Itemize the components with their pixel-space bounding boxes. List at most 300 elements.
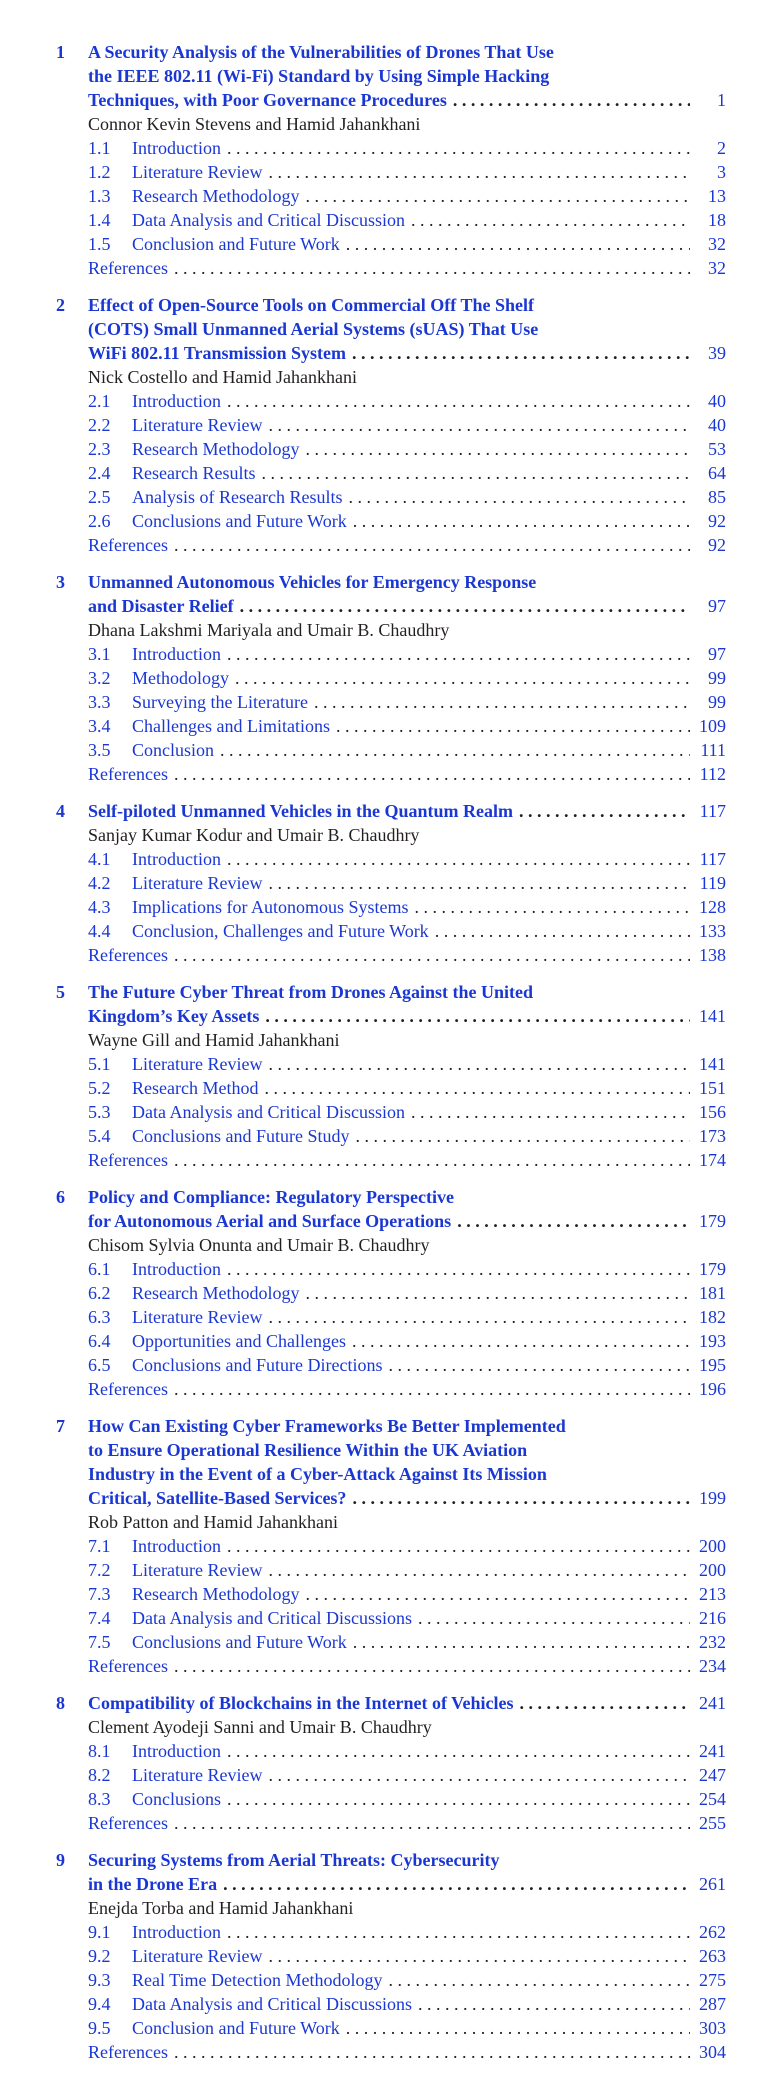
section-entry[interactable] [88,1944,726,1968]
dot-leader [415,895,691,919]
dot-leader [348,485,690,509]
chapter-title-link[interactable]: Securing Systems from Aerial Threats: Cybersecurity [88,1850,500,1870]
section-number: 6.5 [88,1355,111,1375]
section-title: Opportunities and Challenges [132,1331,346,1351]
section-page-number[interactable]: 216 [699,1608,726,1628]
section-title: Introduction [132,391,221,411]
section-number: 3.5 [88,740,111,760]
chapter-title-text: Critical, Satellite-Based Services? [88,1488,347,1508]
dot-leader [227,1257,690,1281]
section-number: 1.3 [88,186,111,206]
dot-leader [353,509,690,533]
dot-leader [174,1811,690,1835]
section-number: 5.3 [88,1102,111,1122]
chapter-number: 5 [56,982,65,1002]
section-title: Data Analysis and Critical Discussions [132,1994,412,2014]
section-title: Literature Review [132,1560,263,1580]
dot-leader [174,1377,690,1401]
section-entry[interactable] [88,642,726,666]
section-title: References [88,258,168,278]
section-page-number[interactable]: 32 [708,258,726,278]
dot-leader [268,1944,690,1968]
section-title: Research Methodology [132,1283,300,1303]
dot-leader [388,1968,690,1992]
chapter-authors: Connor Kevin Stevens and Hamid Jahankhani [88,114,421,134]
section-entry[interactable] [88,1582,726,1606]
chapter-title-link[interactable]: to Ensure Operational Resilience Within the UK Aviation [88,1440,528,1460]
section-page-number[interactable]: 196 [699,1379,726,1399]
section-page-number[interactable]: 303 [699,2018,726,2038]
chapter-number: 6 [56,1187,65,1207]
section-title: Introduction [132,849,221,869]
references-entry[interactable] [88,533,726,557]
section-page-number[interactable]: 232 [699,1632,726,1652]
section-page-number[interactable]: 234 [699,1656,726,1676]
dot-leader [346,2016,690,2040]
section-title: Literature Review [132,1054,263,1074]
dot-leader [268,160,690,184]
dot-leader [352,1329,690,1353]
section-page-number[interactable]: 255 [699,1813,726,1833]
section-entry[interactable] [88,1076,726,1100]
dot-leader [353,1630,690,1654]
section-number: 4.2 [88,873,111,893]
chapter-title-link[interactable] [88,341,726,365]
dot-leader [227,1739,690,1763]
chapter-number: 1 [56,42,65,62]
dot-leader [453,88,690,112]
section-number: 4.4 [88,921,111,941]
section-title: References [88,1150,168,1170]
section-entry[interactable] [88,208,726,232]
section-entry[interactable] [88,184,726,208]
section-number: 2.4 [88,463,111,483]
references-entry[interactable] [88,1654,726,1678]
dot-leader [227,1534,690,1558]
section-entry[interactable] [88,232,726,256]
section-number: 7.1 [88,1536,111,1556]
chapter-title-link[interactable] [88,1691,726,1715]
section-page-number[interactable]: 174 [699,1150,726,1170]
section-page-number[interactable]: 151 [699,1078,726,1098]
section-number: 2.5 [88,487,111,507]
section-entry[interactable] [88,895,726,919]
section-page-number[interactable]: 200 [699,1536,726,1556]
section-title: Introduction [132,1259,221,1279]
dot-leader [268,1305,690,1329]
section-title: Research Method [132,1078,259,1098]
section-page-number[interactable]: 156 [699,1102,726,1122]
section-entry[interactable] [88,871,726,895]
chapter-authors: Dhana Lakshmi Mariyala and Umair B. Chaudhry [88,620,450,640]
chapter-title-link[interactable] [88,88,726,112]
chapter-entry [56,1691,726,1835]
section-number: 2.6 [88,511,111,531]
section-page-number[interactable]: 85 [708,487,726,507]
chapter-entry [56,980,726,1172]
dot-leader [227,642,690,666]
chapter-entry [56,1848,726,2064]
section-number: 9.1 [88,1922,111,1942]
section-title: Literature Review [132,162,263,182]
section-title: Introduction [132,1922,221,1942]
section-page-number[interactable]: 254 [699,1789,726,1809]
chapter-page-number[interactable]: 179 [699,1211,726,1231]
section-number: 3.4 [88,716,111,736]
references-entry[interactable] [88,943,726,967]
section-entry[interactable] [88,509,726,533]
dot-leader [346,232,690,256]
section-title: Data Analysis and Critical Discussion [132,1102,405,1122]
section-page-number[interactable]: 275 [699,1970,726,1990]
section-entry[interactable] [88,1281,726,1305]
section-page-number[interactable]: 92 [708,511,726,531]
section-number: 1.5 [88,234,111,254]
dot-leader [520,1691,690,1715]
section-entry[interactable] [88,738,726,762]
section-number: 6.2 [88,1283,111,1303]
chapter-page-number[interactable]: 141 [699,1006,726,1026]
chapter-title-text: for Autonomous Aerial and Surface Operations [88,1211,452,1231]
section-entry[interactable] [88,666,726,690]
section-number: 2.3 [88,439,111,459]
section-number: 9.4 [88,1994,111,2014]
dot-leader [268,1763,690,1787]
section-page-number[interactable]: 247 [699,1765,726,1785]
section-number: 3.1 [88,644,111,664]
section-number: 8.1 [88,1741,111,1761]
section-number: 4.3 [88,897,111,917]
section-page-number[interactable]: 64 [708,463,726,483]
chapter-number: 7 [56,1416,65,1436]
dot-leader [174,2040,690,2064]
section-page-number[interactable]: 287 [699,1994,726,2014]
chapter-page-number[interactable]: 1 [717,90,726,110]
dot-leader [352,341,690,365]
chapter-title-link[interactable]: Industry in the Event of a Cyber-Attack Against Its Mission [88,1464,547,1484]
section-number: 9.2 [88,1946,111,1966]
chapter-entry [56,570,726,786]
section-number: 7.2 [88,1560,111,1580]
section-title: References [88,764,168,784]
dot-leader [268,1052,690,1076]
section-title: Conclusion and Future Work [132,234,340,254]
section-number: 7.3 [88,1584,111,1604]
section-title: References [88,535,168,555]
section-page-number[interactable]: 179 [699,1259,726,1279]
dot-leader [268,413,690,437]
section-title: Research Methodology [132,186,300,206]
chapter-title-link[interactable] [88,799,726,823]
section-entry[interactable] [88,1992,726,2016]
references-entry[interactable] [88,256,726,280]
chapter-title-link[interactable]: Effect of Open-Source Tools on Commercial Off The Shelf [88,295,534,315]
section-entry[interactable] [88,461,726,485]
section-number: 9.3 [88,1970,111,1990]
section-page-number[interactable]: 109 [699,716,726,736]
section-page-number[interactable]: 195 [699,1355,726,1375]
section-page-number[interactable]: 182 [699,1307,726,1327]
section-page-number[interactable]: 138 [699,945,726,965]
chapter-authors: Rob Patton and Hamid Jahankhani [88,1512,338,1532]
dot-leader [174,943,690,967]
chapter-title-text: Compatibility of Blockchains in the Internet of Vehicles [88,1693,514,1713]
dot-leader [174,1148,690,1172]
section-page-number[interactable]: 193 [699,1331,726,1351]
section-title: Introduction [132,1741,221,1761]
section-entry[interactable] [88,437,726,461]
chapter-page-number[interactable]: 261 [699,1874,726,1894]
section-entry[interactable] [88,1739,726,1763]
section-title: References [88,1656,168,1676]
dot-leader [352,1486,690,1510]
section-title: Introduction [132,1536,221,1556]
chapter-title-link[interactable]: the IEEE 802.11 (Wi-Fi) Standard by Using Simple Hacking [88,66,550,86]
section-entry[interactable] [88,1920,726,1944]
section-number: 2.2 [88,415,111,435]
chapter-title-link[interactable]: Policy and Compliance: Regulatory Perspective [88,1187,454,1207]
section-number: 5.2 [88,1078,111,1098]
dot-leader [174,1654,690,1678]
section-entry[interactable] [88,2016,726,2040]
section-page-number[interactable]: 97 [708,644,726,664]
dot-leader [519,799,690,823]
section-page-number[interactable]: 263 [699,1946,726,1966]
section-title: References [88,945,168,965]
section-page-number[interactable]: 99 [708,692,726,712]
section-page-number[interactable]: 111 [700,740,726,760]
dot-leader [305,437,690,461]
section-entry[interactable] [88,413,726,437]
chapter-entry [56,799,726,967]
section-entry[interactable] [88,1257,726,1281]
section-entry[interactable] [88,1353,726,1377]
chapter-page-number[interactable]: 97 [708,596,726,616]
section-page-number[interactable]: 128 [699,897,726,917]
chapter-title-link[interactable]: How Can Existing Cyber Frameworks Be Better Implemented [88,1416,566,1436]
section-entry[interactable] [88,485,726,509]
chapter-title-text: Kingdom’s Key Assets [88,1006,260,1026]
chapter-page-number[interactable]: 117 [699,801,726,821]
section-page-number[interactable]: 117 [699,849,726,869]
dot-leader [418,1606,690,1630]
chapter-title-link[interactable]: Unmanned Autonomous Vehicles for Emergency Response [88,572,537,592]
section-title: Methodology [132,668,229,688]
section-title: Introduction [132,138,221,158]
section-page-number[interactable]: 2 [717,138,726,158]
references-entry[interactable] [88,1377,726,1401]
section-number: 3.2 [88,668,111,688]
section-number: 1.4 [88,210,111,230]
section-number: 5.1 [88,1054,111,1074]
dot-leader [305,1281,690,1305]
section-entry[interactable] [88,1305,726,1329]
section-entry[interactable] [88,714,726,738]
section-number: 9.5 [88,2018,111,2038]
dot-leader [227,389,690,413]
dot-leader [174,256,690,280]
section-entry[interactable] [88,1630,726,1654]
section-title: Literature Review [132,1765,263,1785]
dot-leader [261,461,690,485]
chapter-title-link[interactable] [88,1209,726,1233]
dot-leader [305,1582,690,1606]
chapter-authors: Sanjay Kumar Kodur and Umair B. Chaudhry [88,825,420,845]
section-title: Literature Review [132,415,263,435]
dot-leader [314,690,690,714]
section-number: 1.2 [88,162,111,182]
section-entry[interactable] [88,160,726,184]
section-title: Conclusion, Challenges and Future Work [132,921,429,941]
section-entry[interactable] [88,1968,726,1992]
dot-leader [268,1558,690,1582]
section-title: Challenges and Limitations [132,716,330,736]
chapter-number: 3 [56,572,65,592]
section-page-number[interactable]: 241 [699,1741,726,1761]
dot-leader [265,1004,690,1028]
section-entry[interactable] [88,1763,726,1787]
section-entry[interactable] [88,136,726,160]
section-number: 3.3 [88,692,111,712]
chapter-title-link[interactable]: (COTS) Small Unmanned Aerial Systems (sUAS) That Use [88,319,539,339]
dot-leader [223,1872,690,1896]
section-entry[interactable] [88,1100,726,1124]
dot-leader [227,136,690,160]
section-title: Data Analysis and Critical Discussion [132,210,405,230]
section-page-number[interactable]: 304 [699,2042,726,2062]
chapter-title-text: WiFi 802.11 Transmission System [88,343,347,363]
section-page-number[interactable]: 112 [699,764,726,784]
section-entry[interactable] [88,847,726,871]
section-entry[interactable] [88,1329,726,1353]
references-entry[interactable] [88,2040,726,2064]
section-title: Conclusions and Future Work [132,511,347,531]
dot-leader [264,1076,690,1100]
chapter-title-text: and Disaster Relief [88,596,234,616]
dot-leader [174,762,690,786]
dot-leader [411,208,690,232]
chapter-number: 9 [56,1850,65,1870]
chapter-number: 2 [56,295,65,315]
chapter-title-text: in the Drone Era [88,1874,218,1894]
section-page-number[interactable]: 13 [708,186,726,206]
section-page-number[interactable]: 181 [699,1283,726,1303]
section-page-number[interactable]: 119 [699,873,726,893]
section-page-number[interactable]: 173 [699,1126,726,1146]
chapter-authors: Chisom Sylvia Onunta and Umair B. Chaudhry [88,1235,430,1255]
section-page-number[interactable]: 262 [699,1922,726,1942]
dot-leader [235,666,690,690]
chapter-page-number[interactable]: 241 [699,1693,726,1713]
section-title: Conclusions and Future Study [132,1126,350,1146]
dot-leader [268,871,690,895]
chapter-title-text: Self-piloted Unmanned Vehicles in the Quantum Realm [88,801,514,821]
section-page-number[interactable]: 213 [699,1584,726,1604]
dot-leader [435,919,690,943]
section-entry[interactable] [88,1124,726,1148]
section-title: Conclusions and Future Directions [132,1355,383,1375]
section-page-number[interactable]: 40 [708,391,726,411]
table-of-contents [56,40,726,2077]
dot-leader [227,1920,690,1944]
section-page-number[interactable]: 92 [708,535,726,555]
dot-leader [457,1209,690,1233]
section-title: Analysis of Research Results [132,487,343,507]
section-title: Surveying the Literature [132,692,308,712]
section-entry[interactable] [88,1558,726,1582]
section-page-number[interactable]: 18 [708,210,726,230]
section-number: 5.4 [88,1126,111,1146]
section-entry[interactable] [88,389,726,413]
section-entry[interactable] [88,690,726,714]
chapter-page-number[interactable]: 39 [708,343,726,363]
chapter-title-link[interactable]: A Security Analysis of the Vulnerabilities of Drones That Use [88,42,554,62]
references-entry[interactable] [88,1811,726,1835]
section-title: References [88,1813,168,1833]
chapter-title-link[interactable] [88,1872,726,1896]
section-number: 6.3 [88,1307,111,1327]
references-entry[interactable] [88,762,726,786]
chapter-title-link[interactable]: The Future Cyber Threat from Drones Against the United [88,982,534,1002]
section-title: Literature Review [132,1946,263,1966]
section-number: 8.3 [88,1789,111,1809]
section-title: Research Results [132,463,256,483]
section-page-number[interactable]: 53 [708,439,726,459]
section-number: 6.1 [88,1259,111,1279]
chapter-title-link[interactable] [88,1486,726,1510]
section-entry[interactable] [88,1787,726,1811]
section-title: Conclusions and Future Work [132,1632,347,1652]
section-entry[interactable] [88,1534,726,1558]
section-number: 7.5 [88,1632,111,1652]
chapter-title-link[interactable] [88,594,726,618]
chapter-entry [56,40,726,280]
dot-leader [388,1353,690,1377]
section-title: Data Analysis and Critical Discussions [132,1608,412,1628]
dot-leader [220,738,690,762]
references-entry[interactable] [88,1148,726,1172]
section-page-number[interactable]: 32 [708,234,726,254]
dot-leader [227,847,690,871]
dot-leader [336,714,690,738]
section-title: Conclusion [132,740,215,760]
chapter-title-text: Techniques, with Poor Governance Procedures [88,90,447,110]
section-entry[interactable] [88,919,726,943]
chapter-number: 4 [56,801,65,821]
section-number: 8.2 [88,1765,111,1785]
section-number: 4.1 [88,849,111,869]
section-page-number[interactable]: 3 [717,162,726,182]
section-number: 6.4 [88,1331,111,1351]
section-entry[interactable] [88,1052,726,1076]
dot-leader [174,533,690,557]
dot-leader [418,1992,690,2016]
section-page-number[interactable]: 133 [699,921,726,941]
chapter-title-link[interactable] [88,1004,726,1028]
section-page-number[interactable]: 200 [699,1560,726,1580]
chapter-entry [56,1185,726,1401]
section-page-number[interactable]: 40 [708,415,726,435]
dot-leader [356,1124,690,1148]
section-title: References [88,1379,168,1399]
section-page-number[interactable]: 141 [699,1054,726,1074]
dot-leader [305,184,690,208]
section-page-number[interactable]: 99 [708,668,726,688]
section-entry[interactable] [88,1606,726,1630]
section-title: Research Methodology [132,439,300,459]
section-title: Literature Review [132,1307,263,1327]
chapter-page-number[interactable]: 199 [699,1488,726,1508]
